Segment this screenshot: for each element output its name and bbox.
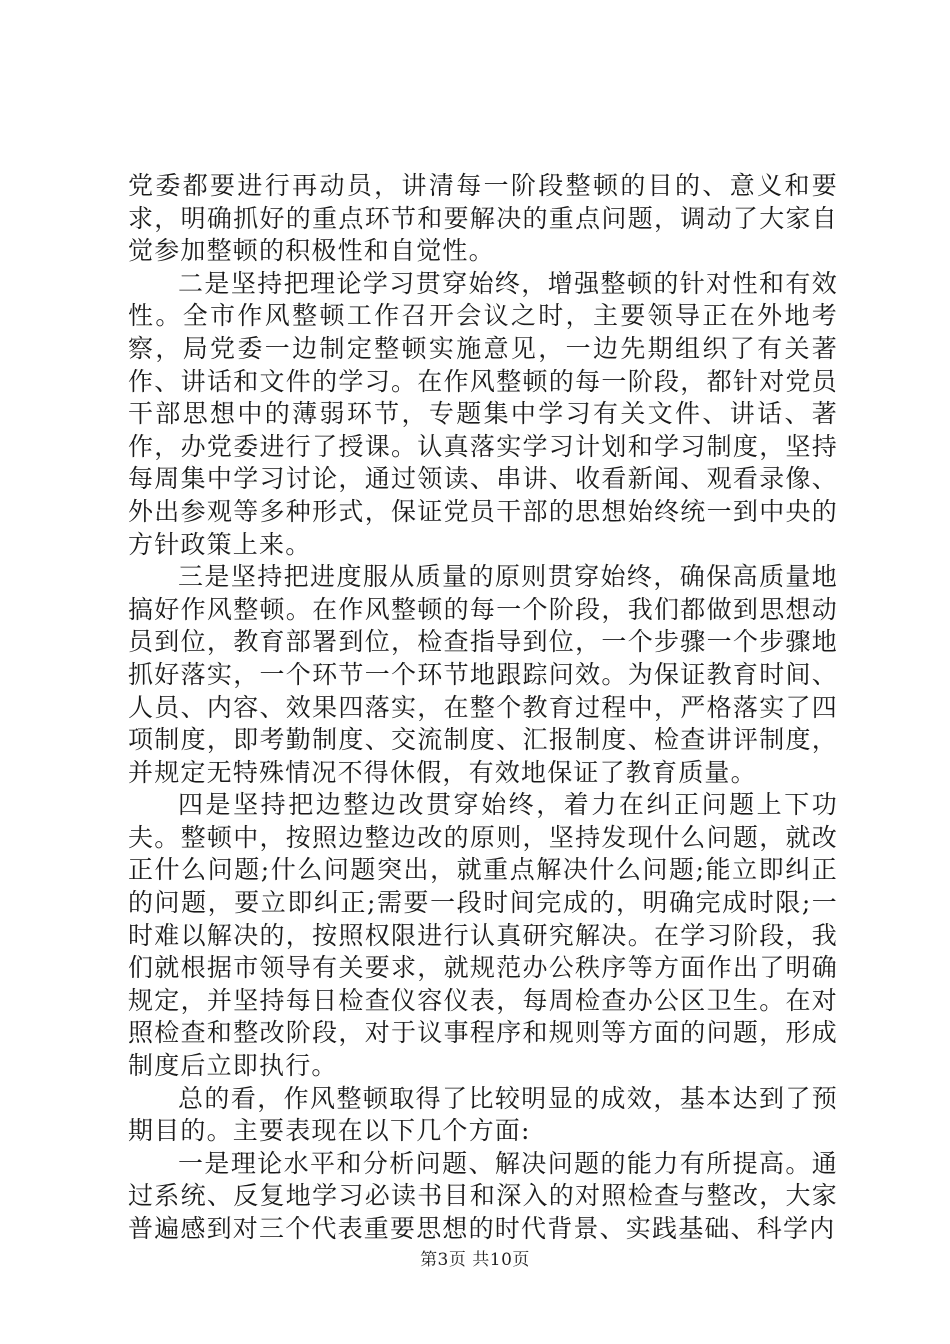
paragraph-5: 总的看，作风整顿取得了比较明显的成效，基本达到了预期目的。主要表现在以下几个方面: [128, 1083, 838, 1146]
paragraph-4: 四是坚持把边整边改贯穿始终，着力在纠正问题上下功夫。整顿中，按照边整边改的原则，坚持发现什么问题，就改正什么问题;什么问题突出，就重点解决什么问题;能立即纠正的问题，要立即纠正;需要一段时间完成的，明确完成时限;一时难以解决的，按照权限进行认真研究解决。在学习阶段，我们就根据市领导有关要求，就规范办公秩序等方面作出了明确规定，并坚持每日检查仪容仪表，每周检查办公区卫生。在对照检查和整改阶段，对于议事程序和规则等方面的问题，形成制度后立即执行。 [128, 790, 838, 1081]
document-body [128, 170, 838, 1246]
page-footer: 第3页 共10页 [420, 1250, 530, 1270]
paragraph-2: 二是坚持把理论学习贯穿始终，增强整顿的针对性和有效性。全市作风整顿工作召开会议之时，主要领导正在外地考察，局党委一边制定整顿实施意见，一边先期组织了有关著作、讲话和文件的学习。在作风整顿的每一阶段，都针对党员干部思想中的薄弱环节，专题集中学习有关文件、讲话、著作，办党委进行了授课。认真落实学习计划和学习制度，坚持每周集中学习讨论，通过领读、串讲、收看新闻、观看录像、外出参观等多种形式，保证党员干部的思想始终统一到中央的方针政策上来。 [128, 268, 838, 559]
paragraph-6: 一是理论水平和分析问题、解决问题的能力有所提高。通过系统、反复地学习必读书目和深入的对照检查与整改，大家普遍感到对三个代表重要思想的时代背景、实践基础、科学内 [128, 1148, 838, 1243]
paragraph-3: 三是坚持把进度服从质量的原则贯穿始终，确保高质量地搞好作风整顿。在作风整顿的每一个阶段，我们都做到思想动员到位，教育部署到位，检查指导到位，一个步骤一个步骤地抓好落实，一个环节一个环节地跟踪问效。为保证教育时间、人员、内容、效果四落实，在整个教育过程中，严格落实了四项制度，即考勤制度、交流制度、汇报制度、检查讲评制度，并规定无特殊情况不得休假，有效地保证了教育质量。 [128, 562, 838, 787]
paragraph-1: 党委都要进行再动员，讲清每一阶段整顿的目的、意义和要求，明确抓好的重点环节和要解决的重点问题，调动了大家自觉参加整顿的积极性和自觉性。 [128, 171, 838, 266]
